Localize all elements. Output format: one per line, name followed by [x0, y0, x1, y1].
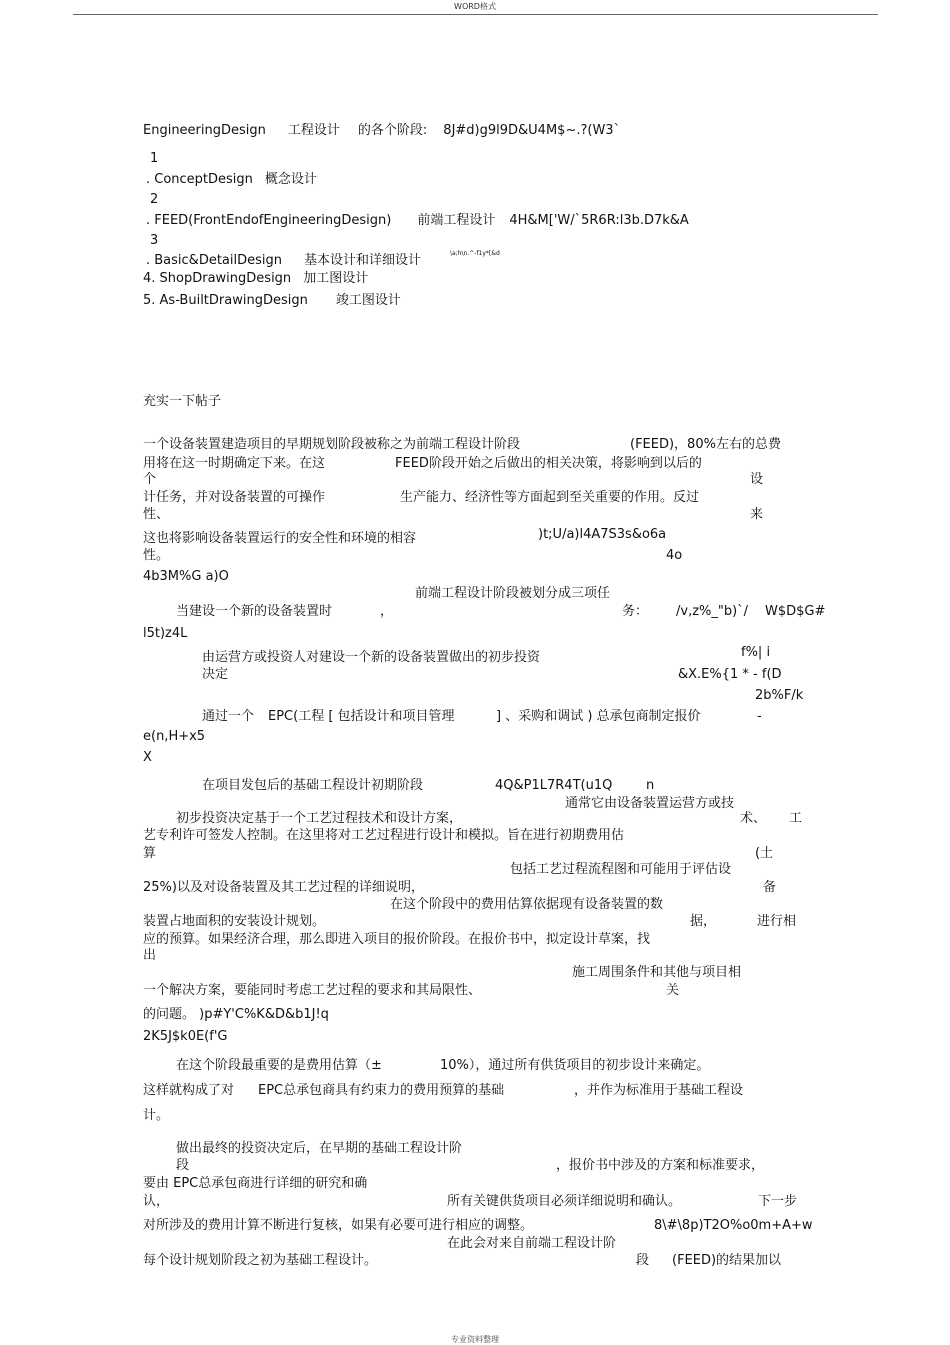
stage-1-number: 1 — [150, 151, 159, 166]
text-line: 当建设一个新的设备装置时 — [176, 604, 333, 619]
stages-title-code: 8J#d)g9l9D&U4M$~.?(W3` — [443, 123, 621, 138]
text-line: (FEED)的结果加以 — [672, 1253, 782, 1268]
stage-2 — [146, 213, 689, 229]
stage-2-en: . FEED(FrontEndofEngineeringDesign) — [146, 213, 392, 228]
text-line: 决定 — [202, 667, 229, 682]
text-line: 来 — [750, 507, 764, 522]
stage-1 — [146, 172, 317, 188]
text-line: ，报价书中涉及的方案和标准要求， — [556, 1158, 765, 1173]
text-line: 设 — [750, 472, 764, 487]
text-line: l5t)z4L — [143, 626, 188, 641]
text-line: 生产能力、经济性等方面起到至关重要的作用。反过 — [400, 490, 700, 505]
page-footer: 专业资料整理 — [451, 1335, 499, 1344]
text-line: 工 — [789, 811, 803, 826]
text-line: 25%)以及对设备装置及其工艺过程的详细说明， — [143, 880, 424, 895]
stage-4-en: 4. ShopDrawingDesign — [143, 271, 292, 286]
text-line: 要由 EPC总承包商进行详细的研究和确 — [143, 1176, 368, 1191]
text-line: 性。 — [143, 548, 170, 563]
text-line: 算 — [143, 846, 157, 861]
text-line: 施工周围条件和其他与项目相 — [572, 965, 742, 980]
text-line: 应的预算。如果经济合理，那么即进入项目的报价阶段。在报价书中，拟定设计草案，找 — [143, 932, 651, 947]
text-line: 用将在这一时期确定下来。在这 — [143, 456, 326, 471]
stage-3-code: \a;h\n.^-f1y*[&d — [450, 250, 500, 257]
text-line: /v,z%_"b)`/ — [676, 604, 749, 619]
stage-3 — [146, 253, 421, 269]
text-line: 在项目发包后的基础工程设计初期阶段 — [202, 778, 424, 793]
stage-4 — [143, 271, 368, 287]
text-line: 做出最终的投资决定后，在早期的基础工程设计阶 — [176, 1141, 463, 1156]
text-line: 出 — [143, 948, 157, 963]
text-line: 所有关键供货项目必须详细说明和确认。 — [447, 1194, 682, 1209]
text-line: 4Q&P1L7R4T(u1Q — [495, 778, 613, 793]
text-line: 这也将影响设备装置运行的安全性和环境的相容 — [143, 531, 417, 546]
text-line: (FEED)，80%左右的总费 — [630, 437, 781, 452]
text-line: 段 — [636, 1253, 650, 1268]
text-line: 计。 — [143, 1108, 170, 1123]
text-line: EPC总承包商具有约束力的费用预算的基础 — [258, 1083, 505, 1098]
text-line: 对所涉及的费用计算不断进行复核，如果有必要可进行相应的调整。 — [143, 1218, 534, 1233]
text-line: 一个设备装置建造项目的早期规划阶段被称之为前端工程设计阶段 — [143, 437, 521, 452]
text-line: ， — [380, 604, 394, 619]
stages-title-rest: 的各个阶段: — [357, 123, 428, 138]
text-line: 2K5J$k0E(f'G — [143, 1029, 228, 1044]
stage-5 — [143, 293, 401, 309]
text-line: 据， — [690, 914, 717, 929]
header-text: WORD格式 — [454, 2, 496, 11]
text-line: W$D$G# — [765, 604, 826, 619]
text-line: FEED阶段开始之后做出的相关决策，将影响到以后的 — [395, 456, 702, 471]
text-line: 艺专利许可签发人控制。在这里将对工艺过程进行设计和模拟。旨在进行初期费用估 — [143, 828, 625, 843]
stage-5-cn: 竣工图设计 — [335, 293, 401, 308]
stages-title — [143, 123, 620, 139]
text-line: 进行相 — [757, 914, 797, 929]
text-line: 8\#\8p)T2O%o0m+A+w — [654, 1218, 813, 1233]
text-line: n — [646, 778, 655, 793]
text-line: 下一步 — [758, 1194, 798, 1209]
text-line: 前端工程设计阶段被划分成三项任 — [415, 586, 611, 601]
text-line: 在此会对来自前端工程设计阶 — [447, 1236, 617, 1251]
text-line: 关 — [666, 983, 680, 998]
text-line: 一个解决方案，要能同时考虑工艺过程的要求和其局限性、 — [143, 983, 482, 998]
stage-2-code: 4H&M['W/`5R6R:l3b.D7k&A — [509, 213, 689, 228]
text-line: 通过一个 — [202, 709, 255, 724]
text-line: 2b%F/k — [755, 688, 804, 703]
stage-4-cn: 加工图设计 — [303, 271, 369, 286]
stage-3-en: . Basic&DetailDesign — [146, 253, 282, 268]
text-line: f%| i — [741, 645, 771, 660]
stage-3-number: 3 — [150, 233, 159, 248]
text-line: 的问题。 )p#Y'C%K&D&b1J!q — [143, 1007, 329, 1022]
text-line: EPC(工程 [ 包括设计和项目管理 — [268, 709, 455, 724]
text-line: 初步投资决定基于一个工艺过程技术和设计方案， — [176, 811, 463, 826]
text-line: 装置占地面积的安装设计规划。 — [143, 914, 326, 929]
text-line: 这样就构成了对 — [143, 1083, 235, 1098]
text-line: - — [757, 709, 762, 724]
text-line: ，并作为标准用于基础工程设 — [574, 1083, 744, 1098]
text-line: 10%），通过所有供货项目的初步设计来确定。 — [440, 1058, 710, 1073]
stage-5-en: 5. As-BuiltDrawingDesign — [143, 293, 308, 308]
text-line: 由运营方或投资人对建设一个新的设备装置做出的初步投资 — [202, 650, 541, 665]
header-rule — [73, 14, 878, 15]
page-header — [0, 0, 950, 22]
text-line: 术、 — [740, 811, 767, 826]
text-line: 认， — [143, 1194, 170, 1209]
stage-1-cn: 概念设计 — [264, 172, 317, 187]
text-line: 每个设计规划阶段之初为基础工程设计。 — [143, 1253, 378, 1268]
text-line: X — [143, 750, 152, 765]
text-line: 在这个阶段中的费用估算依据现有设备装置的数 — [390, 897, 664, 912]
stage-2-cn: 前端工程设计 — [417, 213, 496, 228]
text-line: 4o — [666, 548, 683, 563]
stages-title-cn: 工程设计 — [287, 123, 340, 138]
text-line: 4b3M%G a)O — [143, 569, 229, 584]
text-line: 在这个阶段最重要的是费用估算（± — [176, 1058, 382, 1073]
text-line: 个 — [143, 472, 157, 487]
text-line: (土 — [755, 846, 774, 861]
post-heading: 充实一下帖子 — [143, 394, 222, 409]
stages-title-en: EngineeringDesign — [143, 123, 266, 138]
stage-1-en: . ConceptDesign — [146, 172, 253, 187]
stage-3-cn: 基本设计和详细设计 — [304, 253, 422, 268]
text-line: 包括工艺过程流程图和可能用于评估设 — [510, 862, 732, 877]
text-line: 性、 — [143, 507, 170, 522]
stage-2-number: 2 — [150, 192, 159, 207]
text-line: e(n,H+x5 — [143, 729, 206, 744]
text-line: 务： — [622, 604, 649, 619]
text-line: )t;U/a)l4A7S3s&o6a — [538, 527, 667, 542]
text-line: 计任务，并对设备装置的可操作 — [143, 490, 326, 505]
text-line: ] 、采购和调试 ) 总承包商制定报价 — [496, 709, 701, 724]
text-line: &X.E%{1 * - f(D — [678, 667, 782, 682]
text-line: 备 — [763, 880, 777, 895]
text-line: 通常它由设备装置运营方或技 — [565, 796, 735, 811]
text-line: 段 — [176, 1158, 190, 1173]
